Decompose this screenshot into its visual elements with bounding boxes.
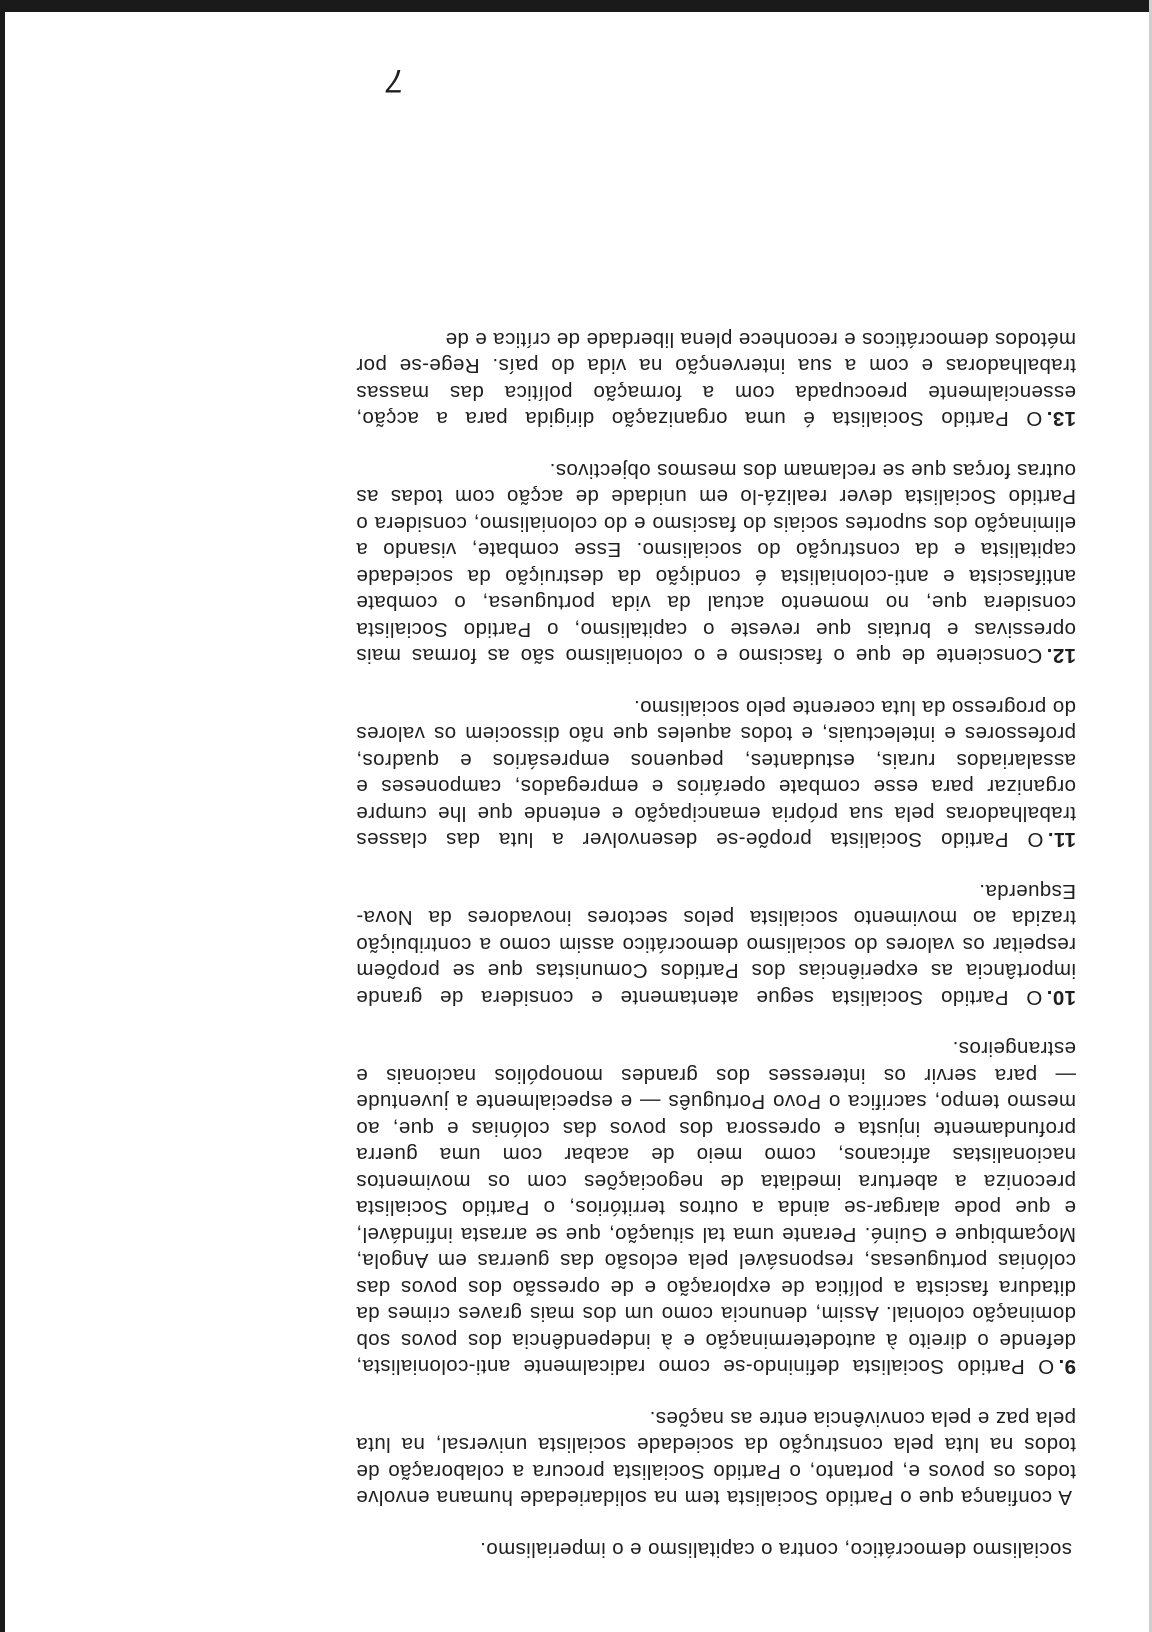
paragraph <box>356 1536 1076 1563</box>
paragraph-text: A confiança que o Partido Socialista tem na solidariedade humana envolve todos os povos e, portanto, o Partido Socialista procura a colaboração de todos na luta pela construção da sociedade socialista universal, na luta pela paz e pela convivência entre as nações. <box>356 1407 1076 1510</box>
paragraph-text: O Partido Socialista propõe-se desenvolver a luta das classes trabalhadoras pela sua própria emancipação e entende que lhe cumpre organizar para esse combate operários e empregados, camponeses e assalariados rurais, estudantes, pequenos empresários e quadros, professores e intelectuais, e todos aqueles que não dissociem os valores do progresso da luta coerente pelo socialismo. <box>356 696 1076 852</box>
paragraph-text: socialismo democrático, contra o capitalismo e o imperialismo. <box>479 1538 1072 1561</box>
paragraph-13 <box>356 326 1076 432</box>
paragraph-10 <box>356 878 1076 1011</box>
paragraph-9 <box>356 1035 1076 1380</box>
paragraph-text: O Partido Socialista segue atentamente e considera de grande importância as experiências dos Partidos Comunistas que se propõem respeitar os valores do socialismo democrático assim como a contribuição trazida ao movimento socialista pelos sectores inovadores da Nova-Esquerda. <box>356 880 1076 1009</box>
paragraph-12 <box>356 457 1076 669</box>
paragraph <box>356 1405 1076 1511</box>
scan-edge-left <box>0 0 5 1632</box>
paragraph-text: Consciente de que o fascismo e o colonialismo são as formas mais opressivas e brutais que reveste o capitalismo, o Partido Socialista considera que, no momento actual da vida portuguesa, o combate antifascista e anti-colonialista é condição da destruição da sociedade capitalista e da construção do socialismo. Esse combate, visando a eliminação dos suportes sociais do fascismo e do colonialismo, considera o Partido Socialista dever realizá-lo em unidade de acção com todas as outras forças que se reclamam dos mesmos objectivos. <box>356 459 1076 668</box>
paragraph-text: O Partido Socialista é uma organização dirigida para a acção, essencialmente preocupada com a formação política das massas trabalhadoras e com a sua intervenção na vida do país. Rege-se por métodos democráticos e reconhece plena liberdade de crítica e de <box>356 328 1076 431</box>
page-number: 7 <box>386 63 405 100</box>
page-text-column <box>356 63 1076 1562</box>
paragraph-11 <box>356 694 1076 853</box>
paragraph-number: 13. <box>1046 407 1076 431</box>
paragraph-text: O Partido Socialista definindo-se como radicalmente anti-colonialista, defende o direito à autodeterminação e à independência dos povos sob dominação colonial. Assim, denuncia como um dos mais graves crimes da ditadura fascista a política de exploração e de opressão dos povos das colónias portuguesas, responsável pela eclosão das guerras em Angola, Moçambique e Guiné. Perante uma tal situação, que se arrasta infindável, e que pode alargar-se ainda a outros territórios, o Partido Socialista preconiza a abertura imediata de negociações com os movimentos nacionalistas africanos, como meio de acabar com uma guerra profundamente injusta e opressora dos povos das colónias e que, ao mesmo tempo, sacrifica o Povo Português — e especialmente a juventude — para servir os interesses dos grandes monopólios nacionais e estrangeiros. <box>356 1037 1076 1379</box>
paragraph-number: 11. <box>1047 828 1076 852</box>
scan-edge-top <box>0 0 1152 12</box>
paragraph-number: 12. <box>1046 644 1076 668</box>
paragraph-number: 9. <box>1058 1355 1076 1379</box>
paragraph-number: 10. <box>1046 986 1076 1009</box>
